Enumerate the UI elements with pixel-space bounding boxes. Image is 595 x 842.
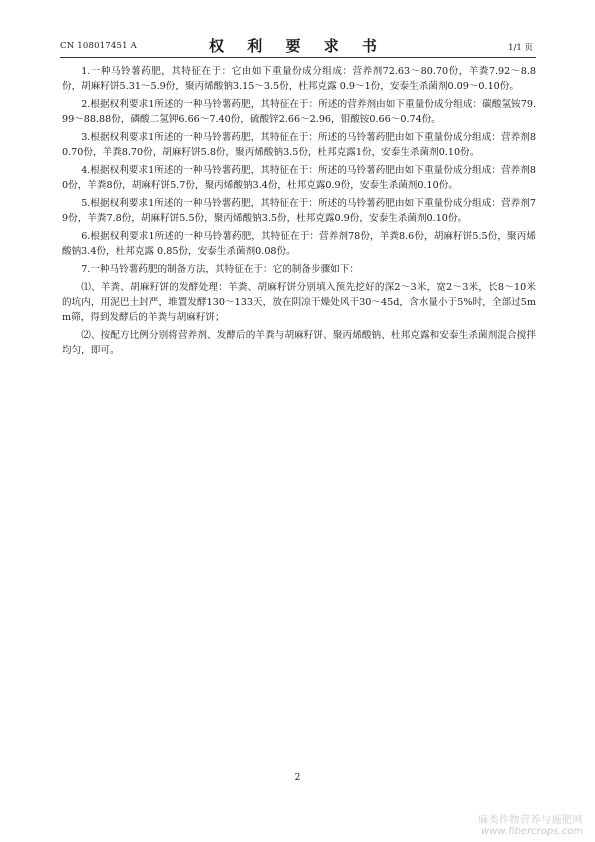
page-number: 2 [294,773,301,783]
claim-6: 6.根据权利要求1所述的一种马铃薯药肥，其特征在于：营养剂78份，羊粪8.6份，胡麻籽饼5.5份，聚丙烯酸钠3.4份，杜邦克露 0.85份，安泰生杀菌剂0.08份。 [62,231,536,258]
claim-7-step-2: ⑵、按配方比例分别将营养剂、发酵后的羊粪与胡麻籽饼、聚丙烯酸钠、杜邦克露和安泰生杀菌剂混合搅拌均匀，即可。 [62,330,536,357]
claim-1: 1.一种马铃薯药肥，其特征在于：它由如下重量份成分组成：营养剂72.63～80.70份，羊粪7.92～8.8份，胡麻籽饼5.31～5.9份，聚丙烯酸钠3.15～3.5份，杜邦克露 0.9～1份，安泰生杀菌剂0.09～0.10份。 [62,66,536,93]
claim-2: 2.根据权利要求1所述的一种马铃薯药肥，其特征在于：所述的营养剂由如下重量份成分组成：碳酸氢铵79.99～88.88份，磷酸二氢钾6.66～7.40份，硫酸锌2.66～2.96，钼酸铵0.66～0.74份。 [62,99,536,126]
page-indicator: 1/1 页 [508,43,533,53]
claims-body [62,64,536,361]
page-title: 权 利 要 求 书 [209,37,386,55]
site-watermark [478,811,583,837]
watermark-title: 麻类作物营养与施肥网 [478,815,583,826]
claim-4: 4.根据权利要求1所述的一种马铃薯药肥，其特征在于：所述的马铃薯药肥由如下重量份成分组成：营养剂80份，羊粪8份，胡麻籽饼5.7份，聚丙烯酸钠3.4份，杜邦克露0.9份，安泰生杀菌剂0.10份。 [62,165,536,192]
watermark-url: www.fibercrops.com [481,826,583,837]
patent-number: CN 108017451 A [60,41,137,51]
header-divider [60,57,536,58]
claim-7: 7.一种马铃薯药肥的制备方法，其特征在于：它的制备步骤如下： [81,264,359,275]
claim-3: 3.根据权利要求1所述的一种马铃薯药肥，其特征在于：所述的马铃薯药肥由如下重量份成分组成：营养剂80.70份，羊粪8.70份，胡麻籽饼5.8份，聚丙烯酸钠3.5份，杜邦克露1份，安泰生杀菌剂0.10份。 [62,132,536,159]
claim-5: 5.根据权利要求1所述的一种马铃薯药肥，其特征在于：所述的马铃薯药肥由如下重量份成分组成：营养剂79份，羊粪7.8份，胡麻籽饼5.5份，聚丙烯酸钠3.5份，杜邦克露0.9份，安泰生杀菌剂0.10份。 [62,198,536,225]
claim-7-step-1: ⑴、羊粪、胡麻籽饼的发酵处理：羊粪、胡麻籽饼分别填入预先挖好的深2～3米，宽2～3米，长8～10米的坑内，用泥巴土封严，堆置发酵130～133天，放在阴凉干燥处风干30～45d，含水量小于5%时，全部过5mm筛，得到发酵后的羊粪与胡麻籽饼； [62,281,536,324]
